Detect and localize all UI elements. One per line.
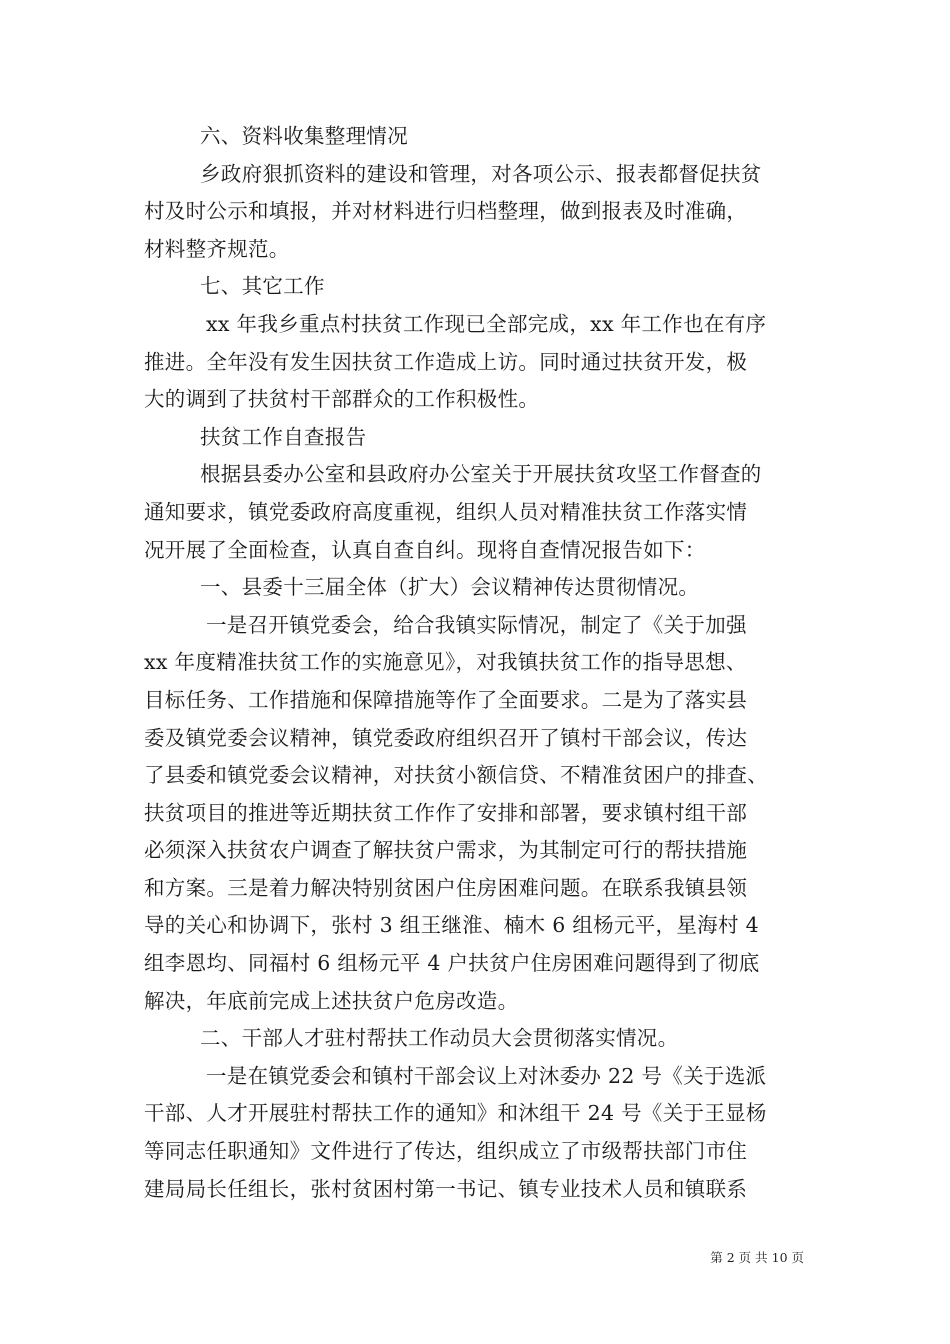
paragraph-line: 村及时公示和填报，并对材料进行归档整理，做到报表及时准确，: [144, 199, 748, 224]
paragraph-line: 等同志任职通知》文件进行了传达，组织成立了市级帮扶部门市住: [144, 1139, 748, 1164]
paragraph-line: 推进。全年没有发生因扶贫工作造成上访。同时通过扶贫开发，极: [144, 349, 748, 374]
paragraph-line: 目标任务、工作措施和保障措施等作了全面要求。二是为了落实县: [144, 687, 748, 712]
section-heading-1: 一、县委十三届全体（扩大）会议精神传达贯彻情况。: [200, 575, 700, 600]
page-number-footer: 第 2 页 共 10 页: [710, 1250, 804, 1265]
paragraph-line: 乡政府狠抓资料的建设和管理，对各项公示、报表都督促扶贫: [200, 161, 762, 186]
document-body: [144, 118, 806, 1208]
paragraph-line: 必须深入扶贫农户调查了解扶贫户需求，为其制定可行的帮扶措施: [144, 838, 748, 863]
paragraph-line: 了县委和镇党委会议精神，对扶贫小额信贷、不精准贫困户的排查、: [144, 763, 768, 788]
section-heading-2: 二、干部人才驻村帮扶工作动员大会贯彻落实情况。: [200, 1026, 679, 1051]
paragraph-line: 干部、人才开展驻村帮扶工作的通知》和沐组干 24 号《关于王显杨: [144, 1101, 767, 1126]
paragraph-line: 材料整齐规范。: [144, 236, 290, 261]
paragraph-line: 和方案。三是着力解决特别贫困户住房困难问题。在联系我镇县领: [144, 875, 748, 900]
paragraph-line: 组李恩均、同福村 6 组杨元平 4 户扶贫户住房困难问题得到了彻底: [144, 951, 760, 976]
paragraph-line: 解决，年底前完成上述扶贫户危房改造。: [144, 988, 519, 1013]
paragraph-line: 通知要求，镇党委政府高度重视，组织人员对精准扶贫工作落实情: [144, 499, 748, 524]
paragraph-line: 根据县委办公室和县政府办公室关于开展扶贫攻坚工作督查的: [200, 462, 762, 487]
paragraph-line: 一是在镇党委会和镇村干部会议上对沐委办 22 号《关于选派: [206, 1063, 767, 1088]
paragraph-line: 大的调到了扶贫村干部群众的工作积极性。: [144, 387, 540, 412]
section-heading-6: 六、资料收集整理情况: [200, 124, 408, 148]
report-title: 扶贫工作自查报告: [200, 424, 367, 449]
section-heading-7: 七、其它工作: [200, 274, 325, 299]
paragraph-line: 导的关心和协调下，张村 3 组王继淮、楠木 6 组杨元平，星海村 4: [144, 913, 759, 938]
paragraph-line: 委及镇党委会议精神，镇党委政府组织召开了镇村干部会议，传达: [144, 725, 748, 750]
paragraph-line: 扶贫项目的推进等近期扶贫工作作了安排和部署，要求镇村组干部: [144, 800, 748, 825]
paragraph-line: xx 年度精准扶贫工作的实施意见》，对我镇扶贫工作的指导思想、: [144, 650, 747, 675]
paragraph-line: 况开展了全面检查，认真自查自纠。现将自查情况报告如下：: [144, 537, 706, 562]
paragraph-line: 一是召开镇党委会，给合我镇实际情况，制定了《关于加强: [206, 612, 747, 637]
paragraph-line: xx 年我乡重点村扶贫工作现已全部完成，xx 年工作也在有序: [206, 311, 767, 336]
paragraph-line: 建局局长任组长，张村贫困村第一书记、镇专业技术人员和镇联系: [144, 1176, 748, 1201]
